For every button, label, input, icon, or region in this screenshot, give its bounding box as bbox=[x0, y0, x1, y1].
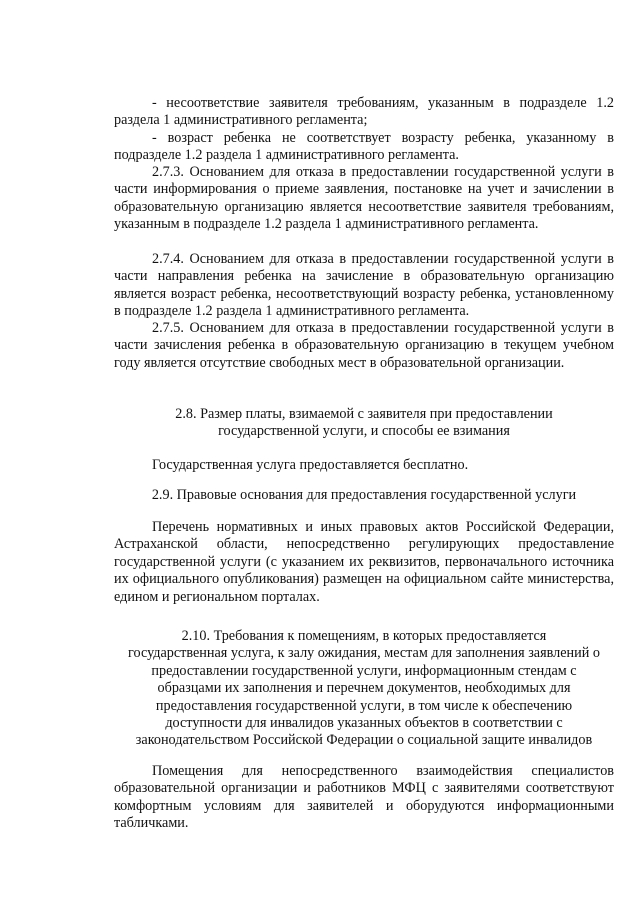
heading-line: законодательством Российской Федерации о социальной защите инвалидов bbox=[135, 732, 593, 749]
list-item-child-age-mismatch: - возраст ребенка не соответствует возрасту ребенка, указанному в подразделе 1.2 раздела 1 административного регламента. bbox=[114, 130, 614, 164]
paragraph-2-7-3: 2.7.3. Основанием для отказа в предоставлении государственной услуги в части информирования о приеме заявления, постановке на учет и зачислении в образовательную организацию является несоответствие заявителя требованиям, указанным в подразделе 1.2 раздела 1 административного регламента. bbox=[114, 164, 614, 233]
paragraph-2-7-4: 2.7.4. Основанием для отказа в предоставлении государственной услуги в части направления ребенка на зачисление в образовательную организацию является возраст ребенка, несоответствующий возрасту ребенка, установленному в подразделе 1.2 раздела 1 административного регламента. bbox=[114, 251, 614, 320]
heading-line: 2.8. Размер платы, взимаемой с заявителя при предоставлении bbox=[175, 406, 553, 422]
section-heading-2-8 bbox=[114, 406, 614, 441]
section-heading-2-9: 2.9. Правовые основания для предоставления государственной услуги bbox=[151, 487, 577, 503]
heading-line: предоставления государственной услуги, в том числе к обеспечению bbox=[155, 697, 573, 714]
paragraph-2-10: Помещения для непосредственного взаимодействия специалистов образовательной организации и работников МФЦ с заявителями соответствуют комфортным условиям для заявителей и оборудуются информационными табличками. bbox=[114, 763, 614, 832]
heading-line: государственная услуга, к залу ожидания, местам для заполнения заявлений о bbox=[128, 645, 600, 662]
heading-line: доступности для инвалидов указанных объектов в соответствии с bbox=[165, 715, 563, 732]
paragraph-2-8: Государственная услуга предоставляется бесплатно. bbox=[152, 457, 469, 473]
heading-line: предоставлении государственной услуги, информационным стендам с bbox=[151, 662, 577, 679]
paragraph-2-9: Перечень нормативных и иных правовых актов Российской Федерации, Астраханской области, непосредственно регулирующих предоставление государственной услуги (с указанием их реквизитов, первоначального источника их официального опубликования) размещен на официальном сайте министерства, едином и региональном порталах. bbox=[114, 519, 614, 605]
list-item-applicant-mismatch: - несоответствие заявителя требованиям, указанным в подразделе 1.2 раздела 1 административного регламента; bbox=[114, 95, 614, 129]
heading-line: 2.10. Требования к помещениям, в которых предоставляется bbox=[181, 628, 547, 644]
heading-line: государственной услуги, и способы ее взимания bbox=[218, 423, 510, 440]
paragraph-2-7-5: 2.7.5. Основанием для отказа в предоставлении государственной услуги в части зачисления ребенка в образовательную организацию в текущем учебном году является отсутствие свободных мест в образовательной организации. bbox=[114, 320, 614, 371]
heading-line: образцами их заполнения и перечнем документов, необходимых для bbox=[157, 680, 571, 697]
section-heading-2-10 bbox=[114, 628, 614, 750]
